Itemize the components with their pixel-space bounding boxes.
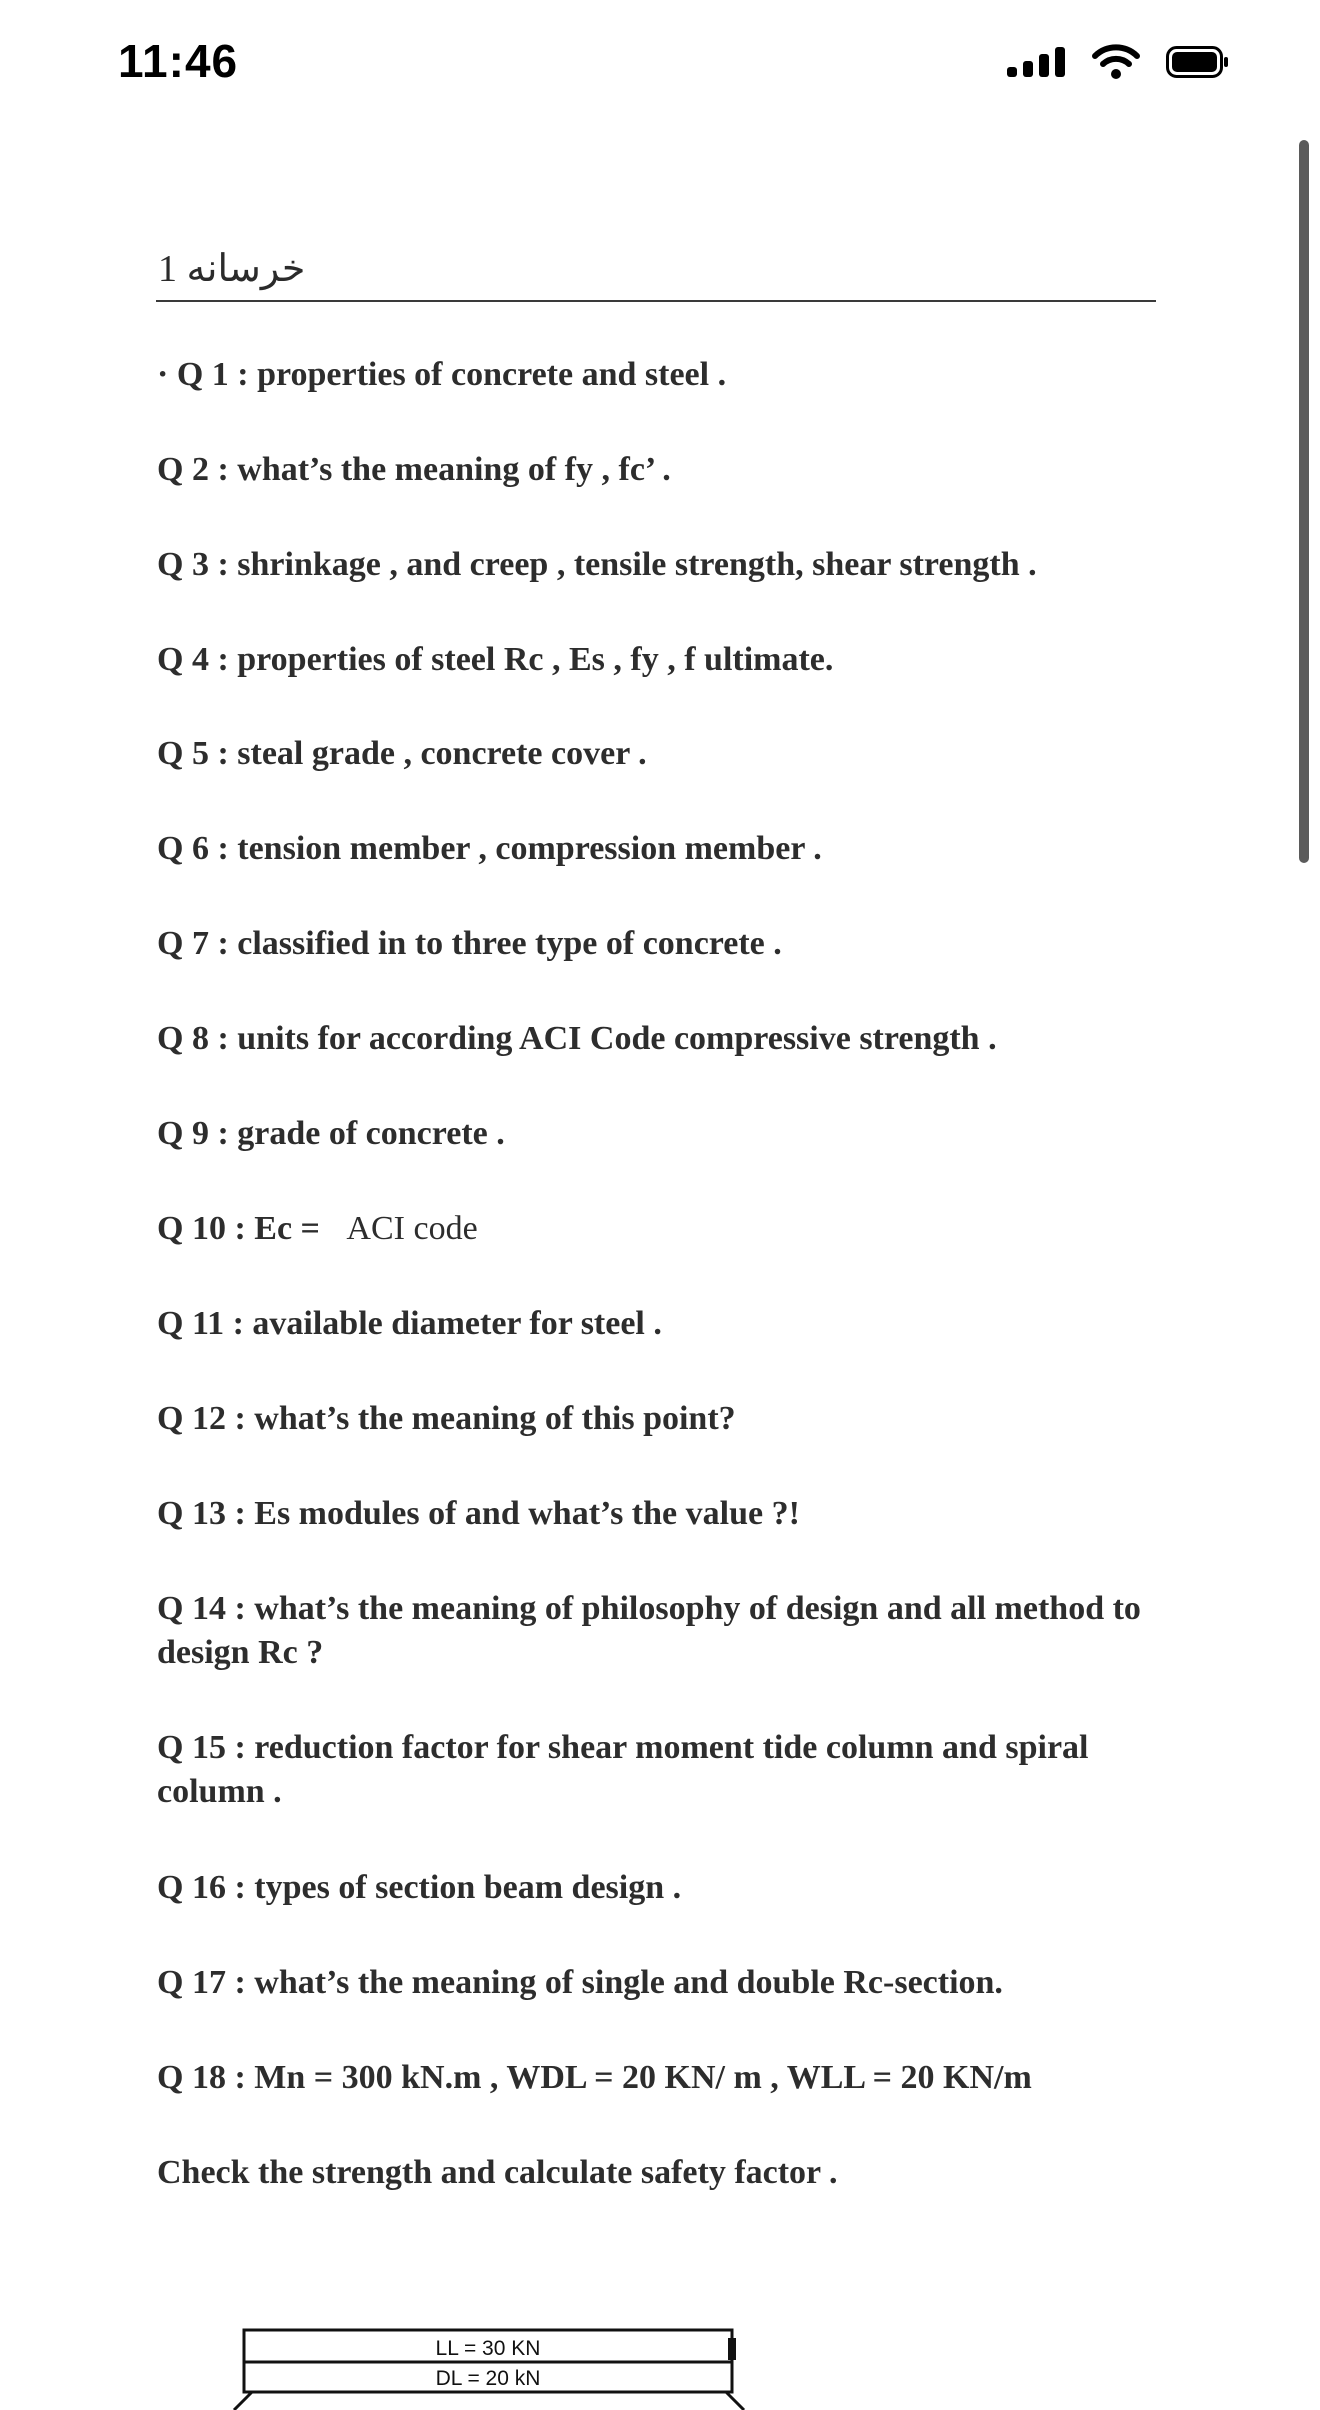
question-18-instruction: Check the strength and calculate safety factor . bbox=[157, 2154, 838, 2191]
status-time: 11:46 bbox=[118, 35, 239, 87]
battery-icon bbox=[1166, 46, 1230, 78]
question-2: Q 2 : what’s the meaning of fy , fc’ . bbox=[157, 451, 671, 488]
question-16: Q 16 : types of section beam design . bbox=[157, 1869, 682, 1906]
question-10 bbox=[157, 1207, 1167, 1251]
question-12: Q 12 : what’s the meaning of this point? bbox=[157, 1400, 736, 1437]
question-14: Q 14 : what’s the meaning of philosophy of design and all method to design Rc ? bbox=[157, 1590, 1141, 1671]
question-6: Q 6 : tension member , compression member . bbox=[157, 830, 822, 867]
question-4: Q 4 : properties of steel Rc , Es , fy , f ultimate. bbox=[157, 641, 834, 678]
cellular-signal-icon bbox=[1007, 47, 1065, 77]
document-title: خرسانه 1 bbox=[158, 248, 306, 290]
question-11: Q 11 : available diameter for steel . bbox=[157, 1305, 662, 1342]
left-support bbox=[234, 2392, 252, 2410]
right-support bbox=[726, 2392, 744, 2410]
question-5: Q 5 : steal grade , concrete cover . bbox=[157, 735, 647, 772]
question-10-label: Q 10 : Ec = bbox=[157, 1210, 320, 1247]
question-15: Q 15 : reduction factor for shear moment tide column and spiral column . bbox=[157, 1729, 1089, 1810]
question-18: Q 18 : Mn = 300 kN.m , WDL = 20 KN/ m , WLL = 20 KN/m bbox=[157, 2059, 1032, 2096]
question-3: Q 3 : shrinkage , and creep , tensile strength, shear strength . bbox=[157, 546, 1037, 583]
question-17: Q 17 : what’s the meaning of single and double Rc-section. bbox=[157, 1964, 1003, 2001]
live-load-label: LL = 30 KN bbox=[435, 2337, 541, 2360]
title-underline bbox=[156, 300, 1156, 302]
question-9: Q 9 : grade of concrete . bbox=[157, 1115, 505, 1152]
question-7: Q 7 : classified in to three type of concrete . bbox=[157, 925, 782, 962]
question-10-note: ACI code bbox=[346, 1210, 478, 1247]
wifi-icon bbox=[1092, 44, 1140, 80]
question-1: · Q 1 : properties of concrete and steel . bbox=[157, 356, 727, 393]
question-8: Q 8 : units for according ACI Code compressive strength . bbox=[157, 1020, 997, 1057]
dead-load-label: DL = 20 kN bbox=[435, 2367, 541, 2390]
beam-load-diagram bbox=[200, 2310, 800, 2410]
question-13: Q 13 : Es modules of and what’s the value ?! bbox=[157, 1495, 800, 1532]
scrollbar[interactable] bbox=[1299, 140, 1309, 863]
beam-end-marker bbox=[728, 2338, 736, 2360]
status-bar bbox=[0, 0, 1320, 130]
